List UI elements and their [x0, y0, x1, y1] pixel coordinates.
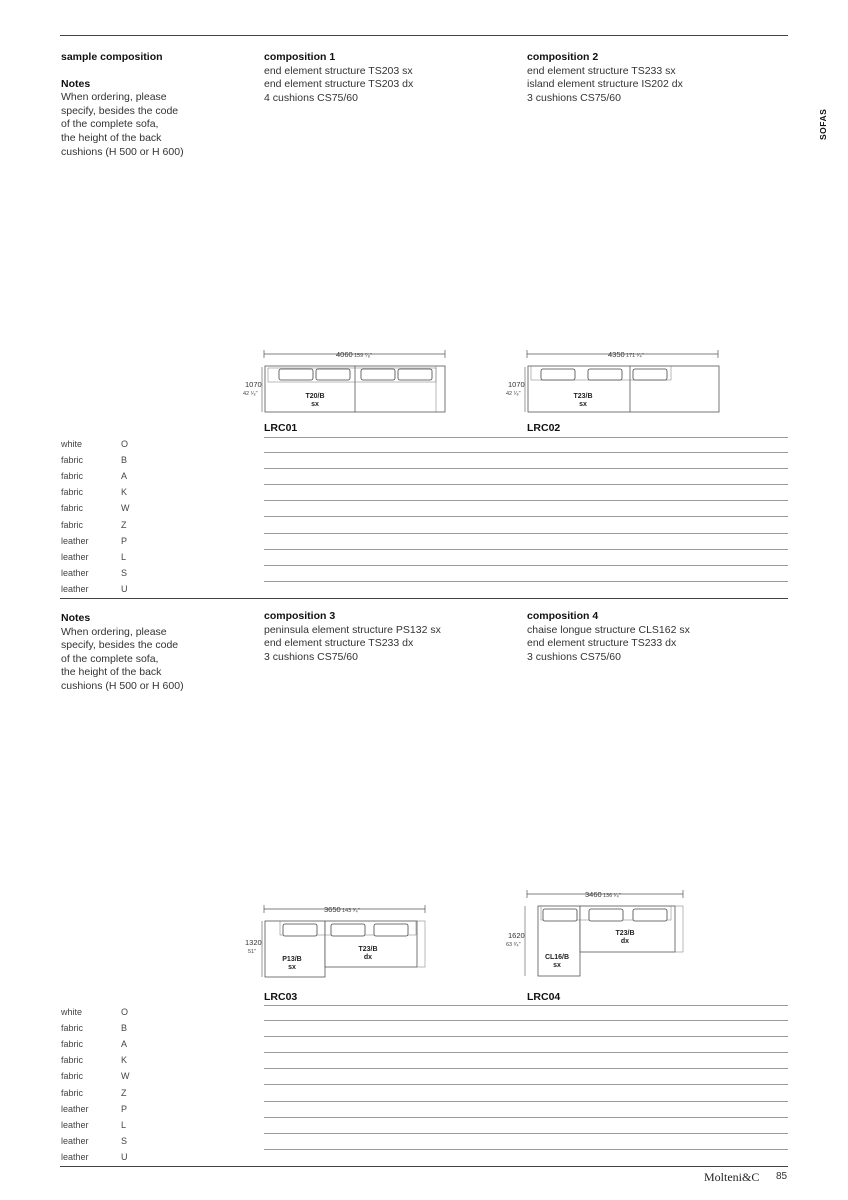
finish-material: fabric: [61, 471, 84, 482]
notes-line: When ordering, please: [61, 91, 167, 104]
finish-material: white: [61, 439, 83, 449]
composition-line: end element structure TS233 sx: [527, 64, 676, 77]
composition-4-block: [527, 610, 767, 664]
cushion: [588, 369, 622, 380]
sofa-drawing-lrc01: [240, 340, 460, 420]
composition-line: 4 cushions CS75/60: [264, 91, 358, 104]
sofa-drawing-lrc04: [503, 880, 703, 980]
notes-line: cushions (H 500 or H 600): [61, 679, 184, 692]
table-rule: [264, 1117, 788, 1118]
element-side: sx: [288, 964, 296, 971]
finish-code: Z: [121, 1087, 127, 1098]
notes-line: specify, besides the code: [61, 639, 179, 652]
composition-title: composition 4: [527, 610, 599, 622]
cushion: [374, 924, 408, 936]
cushion: [589, 909, 623, 921]
finish-material: white: [61, 1007, 83, 1017]
table-rule: [264, 1052, 788, 1053]
depth-in: 42 ¹⁄₈": [243, 391, 258, 397]
cushion: [361, 369, 395, 380]
table-rule: [264, 437, 788, 438]
element-side: dx: [620, 938, 630, 945]
section-tab: SOFAS: [818, 108, 828, 140]
finish-material: fabric: [61, 519, 84, 530]
sample-notes-block: [61, 51, 241, 159]
composition-title: composition 1: [264, 51, 336, 63]
notes-block-2: [61, 612, 241, 694]
table-rule: [264, 468, 788, 469]
table-rule: [264, 1101, 788, 1102]
composition-line: end element structure TS203 dx: [264, 78, 414, 91]
notes-line: the height of the back: [61, 666, 162, 679]
composition-line: end element structure TS203 sx: [264, 64, 413, 77]
finish-material: leather: [61, 1135, 89, 1146]
notes-line: of the complete sofa,: [61, 652, 159, 665]
cushion: [541, 369, 575, 380]
table-rule: [264, 1084, 788, 1085]
table-rule: [264, 452, 788, 453]
composition-code: LRC02: [527, 422, 561, 434]
depth-in: 63 ³⁄₄": [506, 942, 521, 948]
finish-code: W: [121, 1071, 130, 1082]
finish-code: K: [121, 1055, 128, 1066]
element-label: P13/B: [282, 956, 302, 963]
finish-material: fabric: [61, 1071, 84, 1082]
composition-line: 3 cushions CS75/60: [527, 91, 621, 104]
element-label: T23/B: [573, 393, 593, 400]
composition-2-block: [527, 51, 767, 105]
cushion: [543, 909, 577, 921]
table-rule: [264, 1133, 788, 1134]
finish-material: leather: [61, 1103, 89, 1114]
depth-in: 42 ¹⁄₈": [506, 391, 521, 397]
page-number: 85: [776, 1171, 788, 1182]
element-label: T23/B: [358, 946, 378, 953]
finish-code: L: [121, 1119, 127, 1130]
finish-material: leather: [61, 583, 89, 594]
finish-code: O: [121, 1007, 129, 1017]
finish-code: L: [121, 551, 127, 562]
finish-material: fabric: [61, 455, 84, 466]
sofa-drawing-lrc03: [240, 895, 440, 985]
sofa-drawing-lrc02: [503, 340, 733, 420]
width-mm: 3460: [585, 890, 602, 899]
cushion: [279, 369, 313, 380]
finish-code: U: [121, 1151, 128, 1162]
notes-heading: Notes: [61, 77, 91, 90]
finish-code: P: [121, 1103, 128, 1114]
finish-code: B: [121, 455, 128, 466]
section-divider: [60, 598, 788, 599]
finish-material: fabric: [61, 503, 84, 514]
finish-material: leather: [61, 535, 89, 546]
table-rule: [264, 1036, 788, 1037]
table-rule: [264, 484, 788, 485]
table-rule: [264, 1005, 788, 1006]
cushion: [283, 924, 317, 936]
composition-line: 3 cushions CS75/60: [264, 650, 358, 663]
composition-code: LRC04: [527, 991, 561, 1003]
width-mm: 4060: [336, 350, 353, 359]
finish-material: leather: [61, 567, 89, 578]
composition-1-block: [264, 51, 504, 105]
cushion: [316, 369, 350, 380]
width-in: 159 ⁷⁄₈": [354, 353, 372, 359]
finish-code: P: [121, 535, 128, 546]
finish-code: B: [121, 1023, 128, 1034]
width-mm: 3650: [324, 905, 341, 914]
finish-material: fabric: [61, 1055, 84, 1066]
composition-code: LRC01: [264, 422, 298, 434]
finish-code: K: [121, 487, 128, 498]
composition-3-block: [264, 610, 504, 664]
finish-material: leather: [61, 551, 89, 562]
cushion: [398, 369, 432, 380]
sample-heading: sample composition: [61, 51, 163, 63]
element-side: sx: [579, 401, 587, 408]
finish-code: S: [121, 1135, 128, 1146]
width-mm: 4350: [608, 350, 625, 359]
table-rule: [264, 1068, 788, 1069]
finish-code: A: [121, 471, 128, 482]
table-rule: [264, 581, 788, 582]
finish-material: fabric: [61, 1087, 84, 1098]
finish-material: fabric: [61, 1039, 84, 1050]
width-in: 143 ³⁄₄": [342, 908, 360, 914]
composition-line: peninsula element structure PS132 sx: [264, 623, 441, 636]
brand-logo: Molteni&C: [704, 1170, 760, 1184]
element-label: T20/B: [305, 393, 325, 400]
depth-mm: 1320: [245, 938, 262, 947]
composition-title: composition 2: [527, 51, 599, 63]
top-rule: [60, 35, 788, 36]
element-side: sx: [553, 962, 561, 969]
cushion: [633, 369, 667, 380]
composition-line: end element structure TS233 dx: [527, 637, 677, 650]
composition-title: composition 3: [264, 610, 336, 622]
element-side: dx: [363, 954, 373, 961]
table-rule: [264, 1149, 788, 1150]
notes-heading: Notes: [61, 612, 91, 624]
finish-material: leather: [61, 1119, 89, 1130]
element-side: sx: [311, 401, 319, 408]
composition-code: LRC03: [264, 991, 298, 1003]
depth-mm: 1070: [508, 380, 525, 389]
table-rule: [264, 516, 788, 517]
depth-mm: 1620: [508, 931, 525, 940]
cushion: [331, 924, 365, 936]
composition-line: chaise longue structure CLS162 sx: [527, 623, 690, 636]
table-rule: [264, 533, 788, 534]
depth-in: 51": [248, 949, 257, 955]
composition-line: island element structure IS202 dx: [527, 78, 683, 91]
composition-line: 3 cushions CS75/60: [527, 650, 621, 663]
width-in: 171 ¹⁄₄": [626, 353, 644, 359]
finish-material: leather: [61, 1151, 89, 1162]
cushion: [633, 909, 667, 921]
element-label: T23/B: [615, 930, 635, 937]
notes-line: of the complete sofa,: [61, 118, 159, 131]
table-rule: [264, 549, 788, 550]
finish-code: Z: [121, 519, 127, 530]
table-rule: [264, 500, 788, 501]
finish-code: S: [121, 567, 128, 578]
element-label: CL16/B: [544, 954, 570, 961]
notes-line: the height of the back: [61, 131, 162, 144]
table-rule: [264, 565, 788, 566]
composition-line: end element structure TS233 dx: [264, 637, 414, 650]
finish-code: U: [121, 583, 128, 594]
finish-material: fabric: [61, 1023, 84, 1034]
finish-code: O: [121, 439, 129, 449]
notes-line: cushions (H 500 or H 600): [61, 145, 184, 158]
notes-line: specify, besides the code: [61, 104, 179, 117]
finish-material: fabric: [61, 487, 84, 498]
table-rule: [264, 1020, 788, 1021]
bottom-rule: [60, 1166, 788, 1167]
finish-code: A: [121, 1039, 128, 1050]
width-in: 136 ¹⁄₄": [603, 893, 621, 899]
finish-code: W: [121, 503, 130, 514]
depth-mm: 1070: [245, 380, 262, 389]
notes-line: When ordering, please: [61, 625, 167, 638]
